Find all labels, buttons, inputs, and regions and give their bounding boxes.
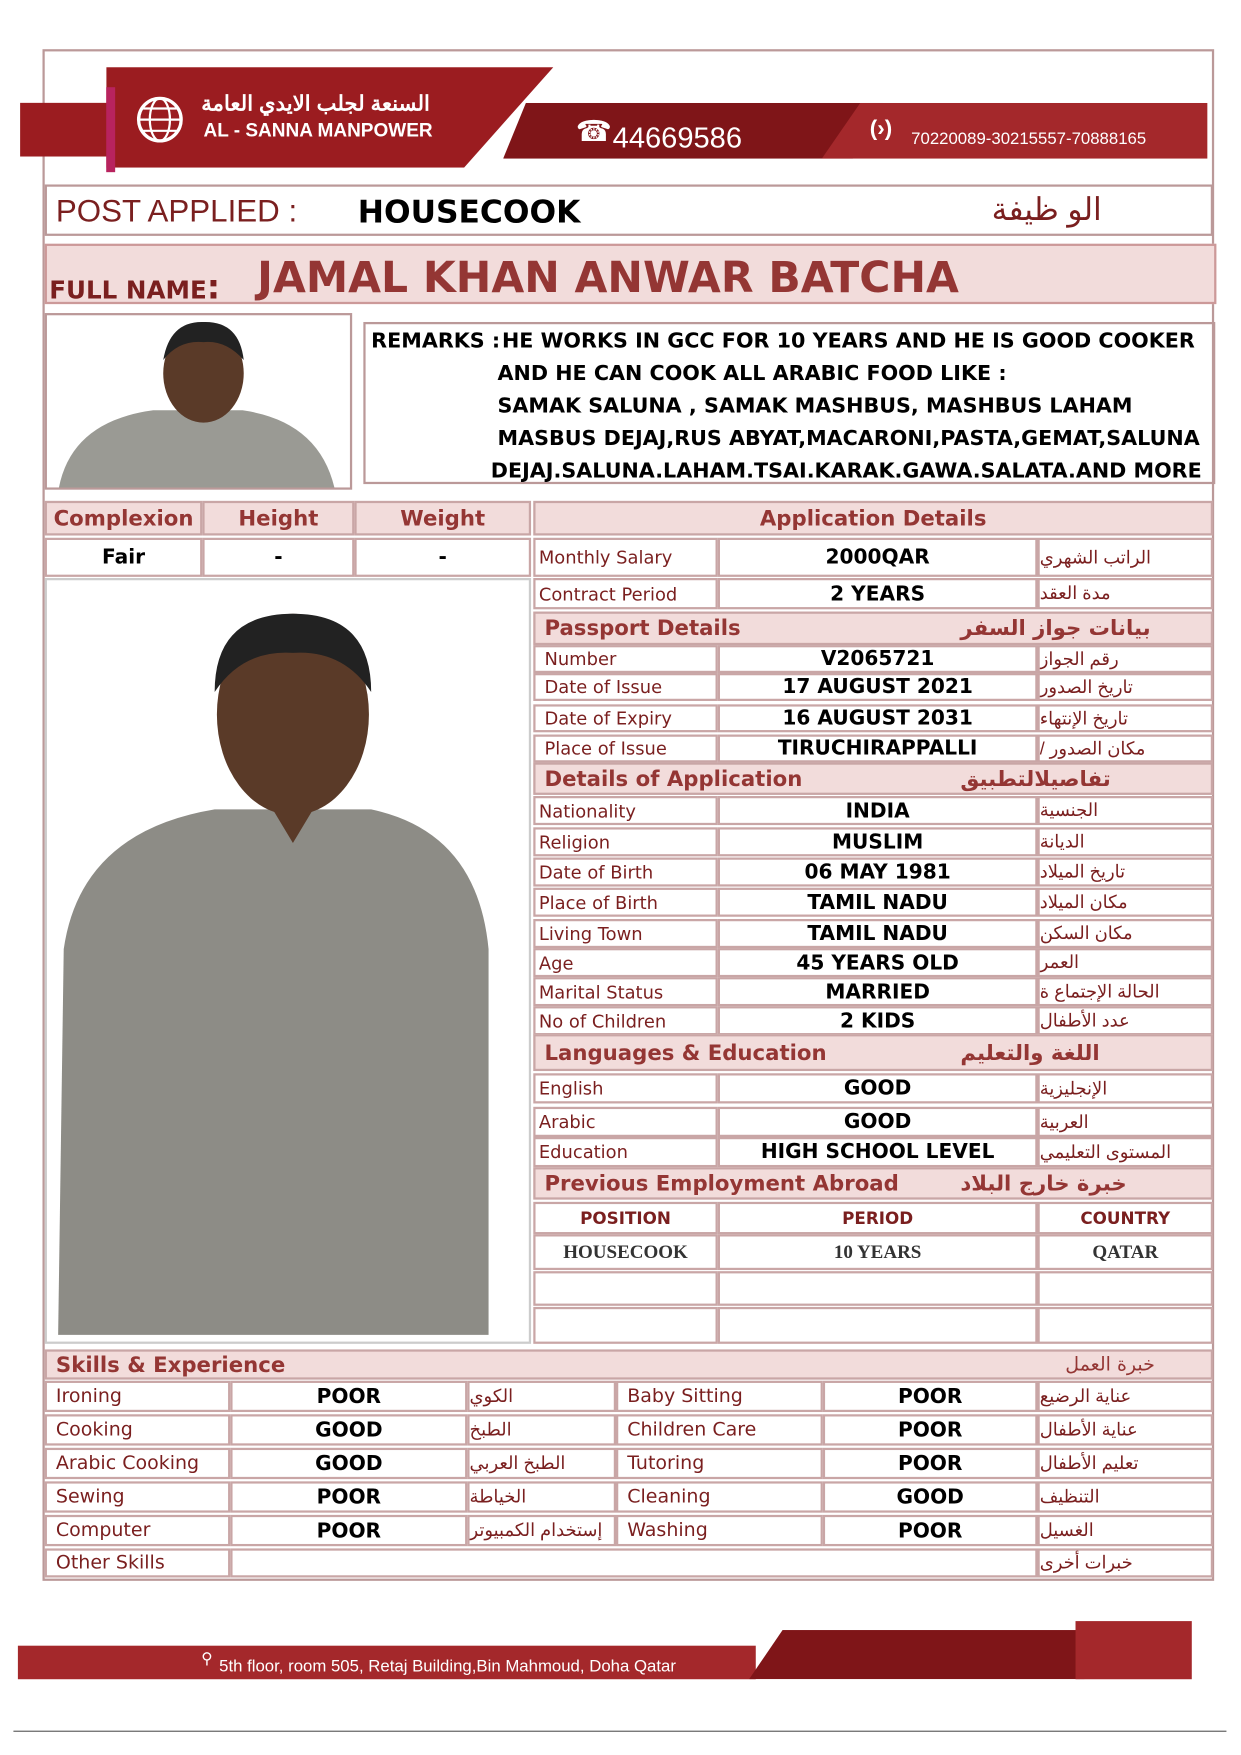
field-value-text: 2000QAR [825, 545, 930, 570]
field-label-arabic-text: العربية [1039, 1112, 1089, 1132]
skill-label [616, 1448, 823, 1479]
skill-label-arabic-text: التنظيف [1039, 1488, 1100, 1508]
skill-label-arabic-text: إستخدام الكمبيوتر [469, 1521, 603, 1541]
field-value [718, 888, 1038, 917]
details-section-header-text: Details of Application [544, 766, 803, 791]
mobile-icon: (›) [869, 116, 893, 141]
field-value [718, 858, 1038, 887]
field-label-arabic-text: الديانة [1039, 832, 1085, 852]
employment-column-header [718, 1202, 1038, 1234]
skill-label [45, 1381, 231, 1412]
field-value [718, 919, 1038, 948]
remarks-line: SAMAK SALUNA , SAMAK MASHBUS, MASHBUS LAHAM [497, 394, 1133, 419]
skill-level [823, 1448, 1038, 1479]
skill-level [823, 1481, 1038, 1512]
physical-header-text: Complexion [53, 505, 194, 531]
field-label-arabic-text: تاريخ الميلاد [1039, 863, 1126, 883]
employment-column-header [1038, 1202, 1214, 1234]
field-label [533, 948, 717, 977]
skill-level [823, 1381, 1038, 1412]
field-label-arabic [1038, 827, 1214, 856]
employment-cell [533, 1234, 717, 1270]
skills-section-header [45, 1349, 1213, 1379]
field-label [533, 673, 717, 701]
skill-level [823, 1414, 1038, 1445]
field-value-text: TIRUCHIRAPPALLI [777, 736, 978, 761]
field-label-text: Arabic [538, 1111, 596, 1133]
field-value [718, 735, 1038, 763]
field-label [533, 578, 717, 609]
skill-level [230, 1448, 467, 1479]
field-label [533, 888, 717, 917]
skills-section-header-arabic: خبرة العمل [1065, 1353, 1155, 1376]
skill-label-arabic [467, 1481, 616, 1512]
languages-section-header [533, 1034, 1213, 1071]
field-label-arabic [1038, 948, 1214, 977]
remarks-line: HE WORKS IN GCC FOR 10 YEARS AND HE IS GOOD COOKER [501, 329, 1195, 354]
skill-label-arabic-text: الطبخ [469, 1420, 512, 1440]
field-value-text: MARRIED [825, 979, 930, 1004]
skill-level [230, 1481, 467, 1512]
skill-label-arabic [1038, 1548, 1214, 1577]
skill-label-text: Washing [627, 1519, 708, 1542]
field-label-arabic [1038, 1137, 1214, 1167]
physical-header [45, 501, 203, 536]
employment-cell-text: QATAR [1092, 1240, 1159, 1263]
field-label-arabic-text: المستوى التعليمي [1039, 1143, 1172, 1163]
skill-level [230, 1414, 467, 1445]
field-value [718, 977, 1038, 1006]
skills-section-header-text: Skills & Experience [55, 1352, 286, 1377]
field-value [718, 578, 1038, 609]
post-applied-label: POST APPLIED : [55, 193, 298, 229]
skill-level [230, 1548, 1037, 1577]
physical-value-text: - [438, 545, 447, 570]
skill-label-arabic [467, 1381, 616, 1412]
footer-address: 5th floor, room 505, Retaj Building,Bin Mahmoud, Doha Qatar [219, 1656, 676, 1676]
field-label [533, 827, 717, 856]
skill-label [45, 1515, 231, 1546]
field-value-text: TAMIL NADU [807, 921, 948, 946]
skill-label [616, 1414, 823, 1445]
skill-level-text: GOOD [315, 1451, 383, 1476]
field-label-arabic-text: تاريخ الإنتهاء [1039, 709, 1128, 729]
field-value-text: GOOD [843, 1076, 912, 1101]
employment-section-header [533, 1167, 1213, 1199]
employment-cell [533, 1307, 717, 1344]
skill-label-arabic [467, 1414, 616, 1445]
field-label-arabic [1038, 538, 1214, 577]
remarks-box [363, 322, 1215, 484]
skill-level-text: POOR [316, 1485, 382, 1509]
field-label-text: Place of Birth [538, 891, 658, 913]
employment-cell-text: 10 YEARS [833, 1240, 922, 1263]
field-value-text: GOOD [843, 1110, 912, 1134]
field-label-arabic [1038, 735, 1214, 763]
field-label [533, 645, 717, 673]
field-label-text: Date of Issue [544, 676, 663, 698]
application-section-header-text: Application Details [759, 505, 987, 531]
field-label-arabic-text: تاريخ الصدور [1039, 678, 1133, 698]
field-label-text: Living Town [538, 922, 643, 945]
skill-label-arabic [467, 1448, 616, 1479]
field-label-text: Age [538, 951, 574, 974]
employment-cell [533, 1271, 717, 1306]
field-label [533, 1006, 717, 1035]
skill-label-text: Children Care [627, 1418, 757, 1442]
employment-column-header-text: POSITION [580, 1207, 671, 1229]
field-label-arabic [1038, 919, 1214, 948]
employment-cell [1038, 1307, 1214, 1344]
field-label-text: Education [538, 1141, 628, 1163]
field-label-arabic-text: مكان الميلاد [1039, 893, 1128, 913]
field-label-arabic-text: رقم الجواز [1039, 650, 1119, 670]
field-value [718, 645, 1038, 673]
field-value-text: HIGH SCHOOL LEVEL [760, 1140, 995, 1164]
location-pin-icon: ⚲ [201, 1649, 213, 1667]
skill-level [823, 1515, 1038, 1546]
skill-label [45, 1414, 231, 1445]
field-value-text: MUSLIM [832, 830, 924, 854]
globe-logo-icon [134, 94, 185, 145]
field-value-text: 16 AUGUST 2031 [782, 706, 973, 731]
skill-label [45, 1448, 231, 1479]
skill-level-text: POOR [897, 1418, 963, 1442]
company-name: AL - SANNA MANPOWER [203, 119, 433, 141]
skill-label-arabic-text: الكوي [469, 1387, 514, 1407]
skill-label-arabic-text: الخياطة [469, 1488, 527, 1508]
field-label [533, 858, 717, 887]
post-applied-value: HOUSECOOK [357, 193, 581, 231]
skill-label-text: Computer [55, 1519, 151, 1542]
skill-label [616, 1481, 823, 1512]
post-applied-row [45, 184, 1213, 235]
field-label-text: Date of Birth [538, 861, 654, 883]
remarks-line: DEJAJ.SALUNA.LAHAM.TSAI.KARAK.GAWA.SALATA.AND MORE [490, 459, 1202, 483]
full-name-row [45, 244, 1217, 308]
field-label [533, 1073, 717, 1103]
physical-value-text: - [274, 545, 283, 570]
field-label [533, 704, 717, 732]
skill-label [616, 1515, 823, 1546]
physical-header [354, 501, 531, 536]
field-label-arabic [1038, 888, 1214, 917]
field-label-text: Nationality [538, 799, 636, 822]
skill-label-arabic [1038, 1381, 1214, 1412]
field-label-text: Place of Issue [544, 737, 667, 760]
field-value-text: 17 AUGUST 2021 [782, 675, 973, 699]
field-label-arabic-text: مكان الصدور / [1039, 739, 1146, 759]
field-label-text: Date of Expiry [544, 707, 672, 729]
details-section-header [533, 762, 1213, 794]
mobile-numbers: 70220089-30215557-70888165 [911, 129, 1147, 149]
field-label-text: Monthly Salary [538, 546, 673, 568]
skill-level-text: GOOD [315, 1418, 383, 1442]
skill-label-text: Sewing [55, 1485, 125, 1509]
remarks-label: REMARKS : [371, 329, 501, 354]
field-value-text: 45 YEARS OLD [796, 950, 959, 975]
skill-label-text: Ironing [55, 1385, 122, 1408]
field-label-text: Marital Status [538, 981, 664, 1003]
remarks-line: MASBUS DEJAJ,RUS ABYAT,MACARONI,PASTA,GEMAT,SALUNA [497, 427, 1200, 451]
field-label [533, 735, 717, 763]
field-label-arabic-text: مدة العقد [1039, 584, 1111, 604]
field-label-arabic [1038, 796, 1214, 825]
field-label [533, 1137, 717, 1167]
skill-label-arabic-text: خبرات أخرى [1039, 1554, 1133, 1574]
skill-label-arabic [467, 1515, 616, 1546]
skill-level-text: GOOD [896, 1485, 964, 1509]
field-value [718, 1107, 1038, 1137]
skill-label-text: Cleaning [627, 1485, 711, 1509]
field-value-text: TAMIL NADU [807, 890, 948, 914]
field-label-arabic-text: الراتب الشهري [1039, 548, 1152, 568]
field-label-arabic [1038, 1073, 1214, 1103]
skill-label-arabic-text: تعليم الأطفال [1039, 1454, 1139, 1474]
field-label-arabic [1038, 645, 1214, 673]
employment-column-header-text: PERIOD [842, 1207, 914, 1229]
company-name-arabic: السنعة لجلب الايدي العامة [201, 92, 430, 117]
field-label-arabic-text: عدد الأطفال [1039, 1011, 1130, 1031]
field-label-arabic-text: العمر [1039, 953, 1080, 973]
field-label [533, 919, 717, 948]
field-value-text: INDIA [845, 798, 910, 823]
skill-label [45, 1481, 231, 1512]
field-value [718, 673, 1038, 701]
field-label-arabic [1038, 673, 1214, 701]
field-label-arabic [1038, 704, 1214, 732]
employment-cell [718, 1307, 1038, 1344]
bottom-rule [13, 1731, 1226, 1732]
employment-cell [718, 1234, 1038, 1270]
field-value [718, 704, 1038, 732]
employment-cell [1038, 1271, 1214, 1306]
passport-section-header [533, 612, 1213, 646]
physical-header-text: Weight [400, 505, 486, 531]
employment-column-header [533, 1202, 717, 1234]
employment-section-header-text: Previous Employment Abroad [544, 1171, 899, 1196]
post-applied-label-arabic: الو ظيفة [991, 192, 1102, 227]
physical-value [45, 538, 203, 577]
skill-label-arabic [1038, 1515, 1214, 1546]
field-label-arabic [1038, 858, 1214, 887]
candidate-photo-large [45, 578, 531, 1344]
skill-level-text: POOR [897, 1384, 963, 1409]
skill-label-arabic [1038, 1481, 1214, 1512]
skill-level-text: POOR [316, 1518, 382, 1543]
passport-section-header-text: Passport Details [544, 616, 741, 641]
employment-cell [1038, 1234, 1214, 1270]
skill-label [45, 1548, 231, 1577]
skill-label-text: Baby Sitting [627, 1385, 743, 1408]
field-value [718, 538, 1038, 577]
field-label-arabic [1038, 1006, 1214, 1035]
employment-section-header-arabic: خبرة خارج البلاد [960, 1171, 1127, 1196]
passport-section-header-arabic: بيانات جواز السفر [960, 616, 1151, 641]
skill-label-arabic-text: الغسيل [1039, 1521, 1094, 1541]
physical-value [354, 538, 531, 577]
skill-label-text: Arabic Cooking [55, 1452, 200, 1475]
field-label-arabic-text: مكان السكن [1039, 924, 1133, 944]
skill-level-text: POOR [316, 1384, 382, 1409]
field-value [718, 1073, 1038, 1103]
employment-cell-text: HOUSECOOK [563, 1240, 688, 1263]
details-section-header-arabic: تفاصيلالتطبيق [960, 766, 1111, 791]
application-section-header [533, 501, 1213, 536]
field-label-arabic [1038, 578, 1214, 609]
skill-label-arabic [1038, 1414, 1214, 1445]
field-value [718, 1006, 1038, 1035]
phone-icon: ☎ [575, 114, 612, 148]
candidate-photo-small [45, 313, 352, 490]
field-label [533, 796, 717, 825]
field-label-text: No of Children [538, 1010, 667, 1032]
field-label-arabic-text: الإنجليزية [1039, 1079, 1108, 1099]
skill-level-text: POOR [897, 1451, 963, 1476]
field-value [718, 796, 1038, 825]
field-label [533, 977, 717, 1006]
field-value [718, 1137, 1038, 1167]
employment-column-header-text: COUNTRY [1080, 1207, 1171, 1229]
field-label [533, 538, 717, 577]
skill-level-text: POOR [897, 1518, 963, 1543]
field-value [718, 948, 1038, 977]
field-value-text: 2 KIDS [839, 1008, 916, 1033]
physical-header-text: Height [238, 505, 319, 531]
full-name-label: FULL NAME: [49, 268, 221, 308]
phone-number: 44669586 [612, 120, 743, 155]
remarks-line: AND HE CAN COOK ALL ARABIC FOOD LIKE : [497, 362, 1007, 386]
physical-header [202, 501, 354, 536]
field-label-arabic-text: الحالة الإجتماع ة [1039, 982, 1160, 1002]
employment-cell [718, 1271, 1038, 1306]
field-label-arabic [1038, 1107, 1214, 1137]
field-label-text: English [538, 1077, 604, 1099]
skill-label-arabic [1038, 1448, 1214, 1479]
skill-label-arabic-text: عناية الرضيع [1039, 1387, 1132, 1407]
languages-section-header-arabic: اللغة والتعليم [960, 1040, 1100, 1065]
field-value-text: V2065721 [820, 647, 935, 671]
field-label-arabic-text: الجنسية [1039, 801, 1099, 821]
field-value-text: 2 YEARS [830, 581, 926, 606]
physical-value-text: Fair [102, 545, 146, 570]
field-value [718, 827, 1038, 856]
field-label-text: Religion [538, 831, 611, 853]
skill-level [230, 1515, 467, 1546]
skill-label [616, 1381, 823, 1412]
skill-label-text: Cooking [55, 1418, 133, 1442]
field-value-text: 06 MAY 1981 [804, 860, 951, 884]
field-label-text: Number [544, 648, 617, 670]
skill-label-text: Tutoring [627, 1452, 705, 1475]
languages-section-header-text: Languages & Education [544, 1040, 827, 1065]
skill-label-arabic-text: عناية الأطفال [1039, 1420, 1138, 1440]
field-label-text: Contract Period [538, 583, 678, 605]
skill-label-text: Other Skills [55, 1551, 165, 1575]
skill-level [230, 1381, 467, 1412]
field-label [533, 1107, 717, 1137]
full-name-value: JAMAL KHAN ANWAR BATCHA [257, 252, 959, 302]
skill-label-arabic-text: الطبخ العربي [469, 1454, 566, 1474]
field-label-arabic [1038, 977, 1214, 1006]
physical-value [202, 538, 354, 577]
